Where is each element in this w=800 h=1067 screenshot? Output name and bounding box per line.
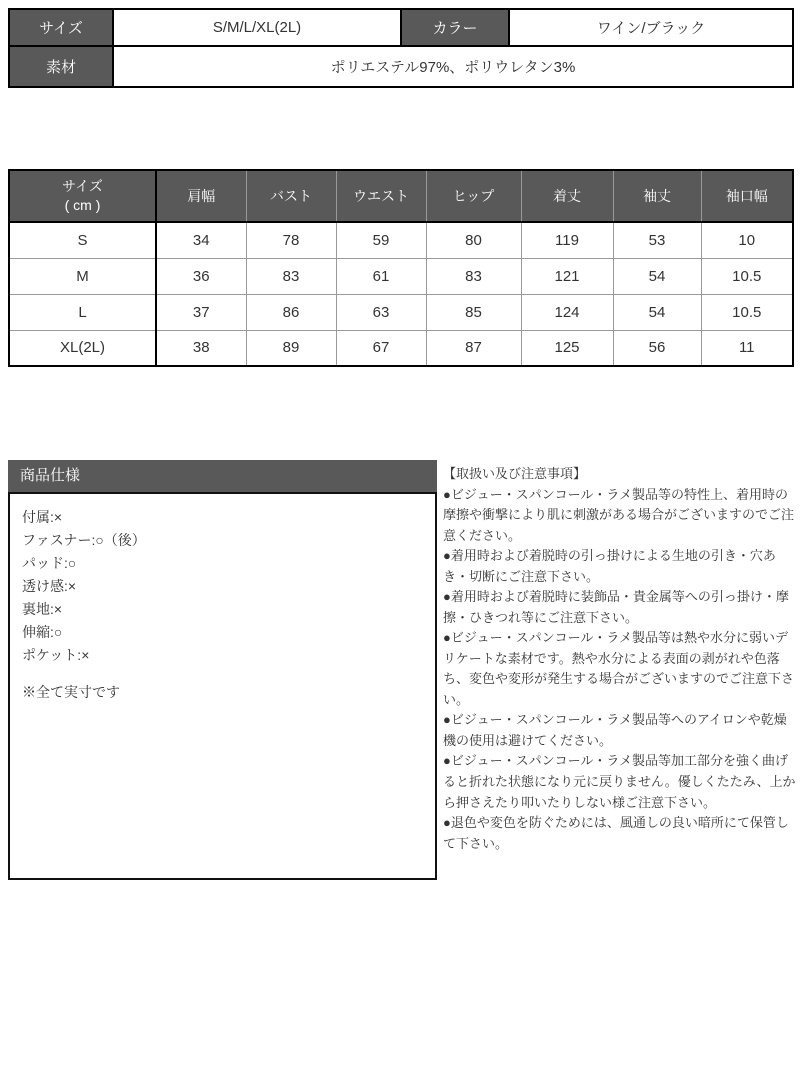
cell-value: 34: [156, 222, 246, 258]
column-header-shoulder: 肩幅: [156, 170, 246, 222]
cell-value: 89: [246, 330, 336, 366]
cell-value: 87: [426, 330, 521, 366]
spec-item-pad: パッド:○: [22, 555, 77, 571]
table-row-xl: [9, 330, 793, 366]
spec-box-title-bar: [8, 460, 437, 492]
column-header-cuff: 袖口幅: [701, 170, 793, 222]
cell-value: 78: [246, 222, 336, 258]
cell-value: 54: [613, 258, 701, 294]
cell-value: 54: [613, 294, 701, 330]
size-label-cell: サイズ: [9, 9, 113, 46]
size-unit-header-cell: [9, 170, 156, 222]
row-size-label: XL(2L): [9, 330, 156, 366]
handling-note-item: ●ビジュー・スパンコール・ラメ製品等へのアイロンや乾燥機の使用は避けてください。: [443, 712, 787, 748]
spec-box-body: [8, 492, 437, 880]
handling-note-item: ●退色や変色を防ぐためには、風通しの良い暗所にて保管して下さい。: [443, 815, 789, 851]
cell-value: 63: [336, 294, 426, 330]
column-header-hip: ヒップ: [426, 170, 521, 222]
table-row-m: [9, 258, 793, 294]
cell-value: 10.5: [701, 258, 793, 294]
cell-value: 38: [156, 330, 246, 366]
handling-note-item: ●ビジュー・スパンコール・ラメ製品等の特性上、着用時の摩擦や衝撃により肌に刺激がある場合がございますのでご注意ください。: [443, 486, 795, 543]
cell-value: 36: [156, 258, 246, 294]
spec-box-title: 商品仕様: [20, 467, 81, 484]
cell-value: 124: [521, 294, 613, 330]
column-header-bust: バスト: [246, 170, 336, 222]
cell-value: 37: [156, 294, 246, 330]
cell-value: 67: [336, 330, 426, 366]
cell-value: 11: [701, 330, 793, 366]
cell-value: 119: [521, 222, 613, 258]
cell-value: 59: [336, 222, 426, 258]
row-size-label: L: [9, 294, 156, 330]
cell-value: 125: [521, 330, 613, 366]
spec-item-stretch: 伸縮:○: [22, 624, 63, 640]
row-size-label: M: [9, 258, 156, 294]
spec-item-sheerness: 透け感:×: [22, 578, 77, 594]
handling-note-item: ●ビジュー・スパンコール・ラメ製品等は熱や水分に弱いデリケートな素材です。熱や水分による表面の剥がれや色落ち、変色や変形が発生する場合がございますのでご注意下さい。: [443, 630, 795, 707]
cell-value: 86: [246, 294, 336, 330]
table-row-l: [9, 294, 793, 330]
size-unit-line1: サイズ: [62, 178, 103, 194]
cell-value: 83: [246, 258, 336, 294]
spec-measurement-note: ※全て実寸です: [22, 684, 120, 700]
cell-value: 83: [426, 258, 521, 294]
material-value-cell: ポリエステル97%、ポリウレタン3%: [113, 46, 793, 87]
spec-item-fastener: ファスナー:○（後）: [22, 532, 146, 548]
size-unit-line2: ( cm ): [64, 197, 101, 213]
cell-value: 53: [613, 222, 701, 258]
color-label-cell: カラー: [401, 9, 509, 46]
cell-value: 85: [426, 294, 521, 330]
cell-value: 56: [613, 330, 701, 366]
material-label-cell: 素材: [9, 46, 113, 87]
column-header-sleeve: 袖丈: [613, 170, 701, 222]
spec-item-accessory: 付属:×: [22, 509, 63, 525]
cell-value: 61: [336, 258, 426, 294]
handling-notes-title: 【取扱い及び注意事項】: [443, 466, 587, 481]
size-chart-table: [8, 169, 794, 367]
row-size-label: S: [9, 222, 156, 258]
size-value-cell: S/M/L/XL(2L): [113, 9, 401, 46]
column-header-length: 着丈: [521, 170, 613, 222]
cell-value: 10: [701, 222, 793, 258]
size-chart-header-row: [9, 170, 793, 222]
info-table: [8, 8, 794, 88]
handling-note-item: ●ビジュー・スパンコール・ラメ製品等加工部分を強く曲げると折れた状態になり元に戻りません。優しくたたみ、上から押さえたり叩いたりしない様ご注意下さい。: [443, 753, 796, 810]
cell-value: 121: [521, 258, 613, 294]
column-header-waist: ウエスト: [336, 170, 426, 222]
cell-value: 80: [426, 222, 521, 258]
handling-note-item: ●着用時および着脱時に装飾品・貴金属等への引っ掛け・摩擦・ひきつれ等にご注意下さい。: [443, 589, 789, 625]
color-value-cell: ワイン/ブラック: [509, 9, 793, 46]
handling-notes-section: [443, 464, 797, 854]
spec-item-pocket: ポケット:×: [22, 647, 90, 663]
cell-value: 10.5: [701, 294, 793, 330]
handling-note-item: ●着用時および着脱時の引っ掛けによる生地の引き・穴あき・切断にご注意下さい。: [443, 548, 776, 584]
spec-item-lining: 裏地:×: [22, 601, 63, 617]
table-row-s: [9, 222, 793, 258]
